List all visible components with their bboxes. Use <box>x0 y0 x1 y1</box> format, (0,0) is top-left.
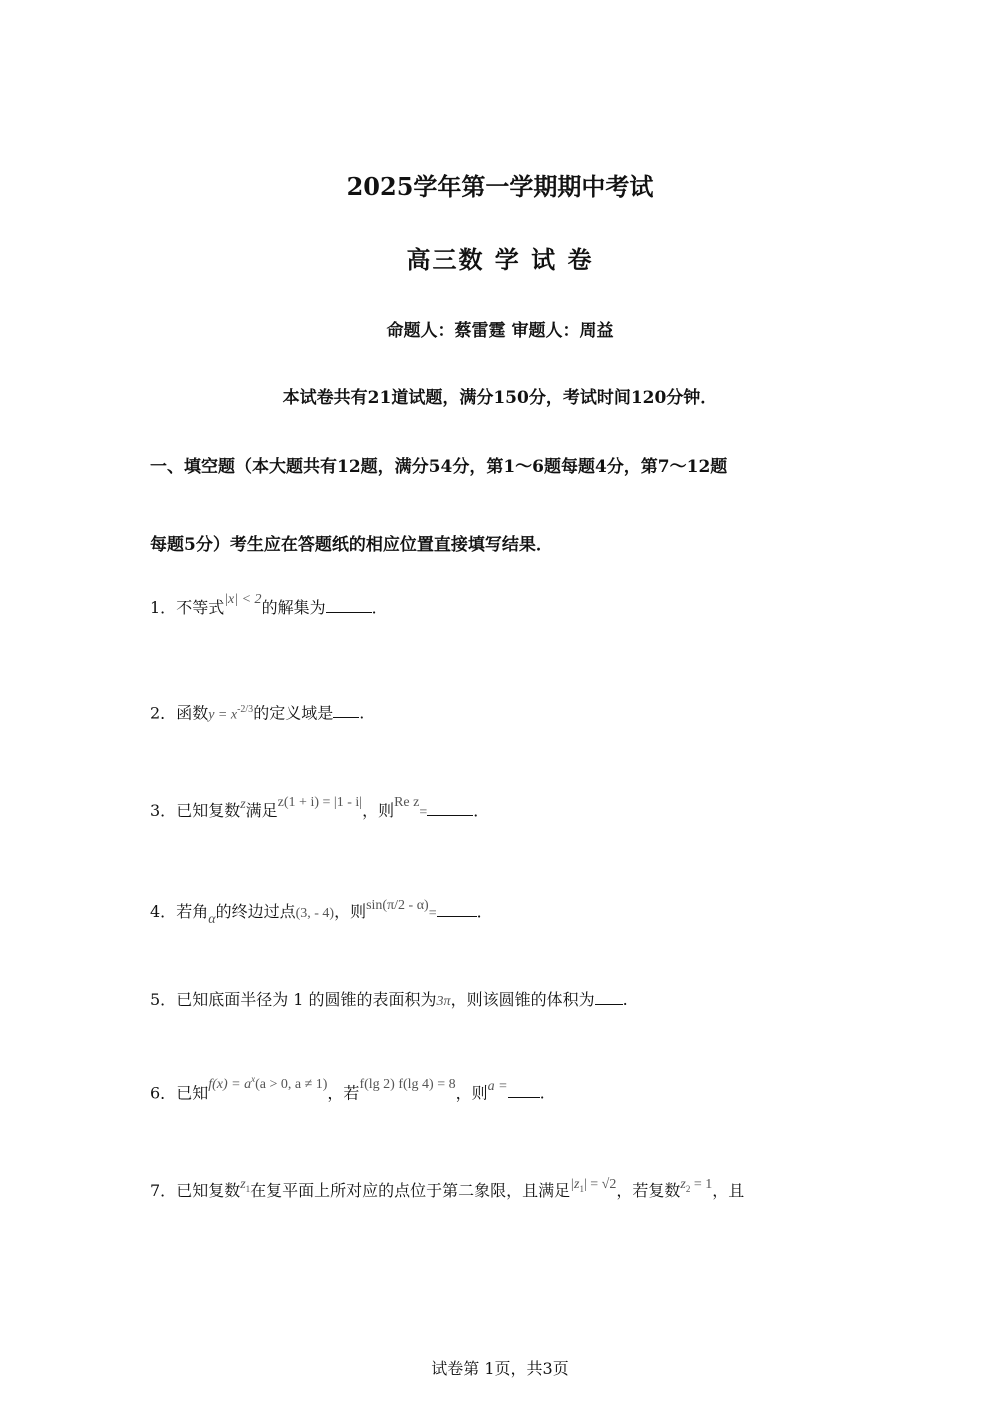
answer-blank <box>595 988 623 1005</box>
math-subscript: 1 <box>579 1184 584 1195</box>
math-expression: z <box>680 1177 686 1192</box>
math-expression: z(1 + i) = |1 - i| <box>277 795 363 810</box>
question-text: 满足 <box>245 801 278 820</box>
math-exponent: x <box>251 1074 256 1084</box>
math-subscript: 2 <box>685 1184 691 1195</box>
math-expression: | = √2 <box>583 1177 617 1192</box>
question-1 <box>150 592 388 622</box>
question-end: . <box>359 703 365 723</box>
answer-blank <box>437 900 477 917</box>
question-text: 在复平面上所对应的点位于第二象限，且满足 <box>250 1181 571 1200</box>
equals-sign: = <box>419 805 428 820</box>
math-expression: (3, - 4) <box>295 906 335 921</box>
math-expression: 3π <box>436 994 451 1009</box>
math-expression: y = x <box>208 707 238 723</box>
math-subscript: 1 <box>245 1184 251 1195</box>
question-number: 6． <box>150 1083 177 1103</box>
math-expression: sin(π/2 - α) <box>366 898 429 913</box>
math-expression: (a > 0, a ≠ 1) <box>255 1077 328 1093</box>
authors-line: 命题人：蔡雷霆 审题人：周益 <box>386 321 614 341</box>
question-text: 若角 <box>176 902 209 921</box>
math-expression: z <box>240 1177 246 1192</box>
question-2 <box>150 698 364 727</box>
question-text: 已知复数 <box>176 801 241 820</box>
question-text: ，则 <box>455 1083 488 1103</box>
question-3 <box>150 795 490 825</box>
math-exponent: -2/3 <box>237 704 254 715</box>
question-text: 的定义域是 <box>253 703 334 723</box>
question-text: 的解集为 <box>261 598 326 617</box>
question-text: 不等式 <box>176 598 225 617</box>
question-text: 已知底面半径为 1 的圆锥的表面积为 <box>176 990 437 1009</box>
math-expression: |z <box>570 1177 580 1192</box>
question-text: 函数 <box>176 703 209 723</box>
question-text: ，且 <box>712 1181 745 1200</box>
question-7 <box>150 1179 744 1209</box>
question-4 <box>150 900 493 926</box>
answer-blank <box>427 799 473 816</box>
page-footer: 试卷第 1页，共3页 <box>431 1359 569 1378</box>
question-text: ，若 <box>327 1083 360 1103</box>
question-text: 的终边过点 <box>215 902 296 921</box>
math-expression: f(lg 2) f(lg 4) = 8 <box>359 1077 456 1093</box>
answer-blank <box>326 596 372 613</box>
question-text: 已知复数 <box>176 1181 241 1200</box>
exam-notice: 本试卷共有21道试题，满分150分，考试时间120分钟． <box>282 388 718 408</box>
math-expression: a = <box>487 1079 508 1095</box>
math-expression: z <box>240 797 246 812</box>
section-heading-line1: 一、填空题（本大题共有12题，满分54分，第1～6题每题4分，第7～12题 <box>150 457 728 477</box>
question-end: ． <box>473 801 490 820</box>
question-text: ，若复数 <box>616 1181 681 1200</box>
question-6 <box>150 1074 545 1107</box>
math-expression: = 1 <box>690 1177 713 1192</box>
question-text: 已知 <box>176 1083 209 1103</box>
question-text: ，则 <box>362 801 395 820</box>
question-number: 1． <box>150 598 177 617</box>
exam-subtitle: 高三数 学 试 卷 <box>406 245 594 274</box>
section-heading-line2: 每题5分）考生应在答题纸的相应位置直接填写结果． <box>150 535 553 555</box>
question-number: 4． <box>150 902 177 921</box>
math-expression: f(x) = a <box>208 1077 252 1093</box>
question-end: . <box>539 1083 545 1103</box>
equals-sign: = <box>428 906 437 921</box>
question-text: ，则 <box>334 902 367 921</box>
answer-blank <box>508 1081 540 1098</box>
question-end: ． <box>371 598 388 617</box>
question-number: 7． <box>150 1181 177 1200</box>
question-number: 2． <box>150 703 177 723</box>
question-number: 3． <box>150 801 177 820</box>
question-end: . <box>622 990 628 1009</box>
question-number: 5． <box>150 990 177 1009</box>
math-expression: |x| < 2 <box>224 592 262 607</box>
answer-blank <box>333 701 359 718</box>
question-5 <box>150 988 628 1014</box>
question-end: ． <box>476 902 493 921</box>
question-text: ，则该圆锥的体积为 <box>450 990 595 1009</box>
math-expression: Re z <box>394 795 420 810</box>
exam-title: 2025学年第一学期期中考试 <box>346 172 654 201</box>
math-expression: α <box>208 912 216 927</box>
